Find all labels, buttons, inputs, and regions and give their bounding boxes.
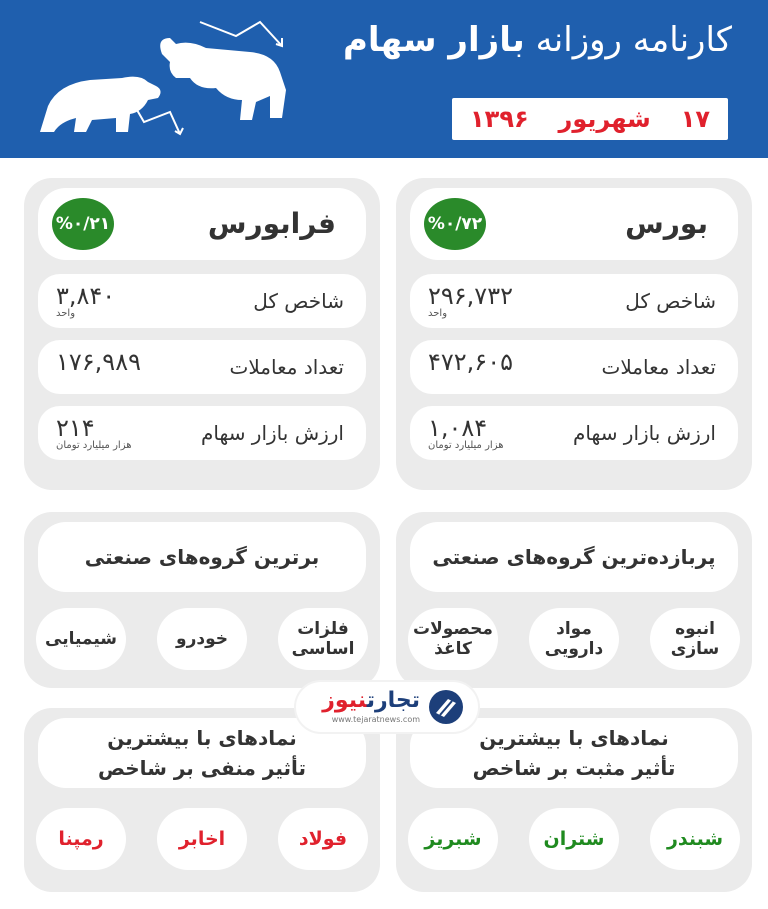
symbol-item: اخابر	[157, 808, 247, 870]
logo-url: www.tejaratnews.com	[331, 715, 420, 724]
logo-name: تجارتنیوز	[322, 688, 420, 713]
tejarat-logo-icon	[428, 689, 464, 725]
date-day: ۱۷	[680, 105, 710, 133]
bourse-trades-row: تعداد معاملات ۴۷۲,۶۰۵	[410, 340, 738, 394]
negative-symbols-card	[24, 708, 380, 892]
group-item: خودرو	[157, 608, 247, 670]
bourse-card	[396, 178, 752, 490]
group-item: فلزات اساسی	[278, 608, 368, 670]
bourse-title: بورس	[625, 207, 708, 240]
symbol-item: شتران	[529, 808, 619, 870]
farabourse-card-header	[38, 188, 366, 260]
bourse-index-row: شاخص کل ۲۹۶,۷۳۲ واحد	[410, 274, 738, 328]
negative-symbols-title: نمادهای با بیشترین تأثیر منفی بر شاخص	[38, 718, 366, 788]
farabourse-change-badge: %۰/۲۱	[52, 198, 114, 250]
page-title: کارنامه روزانه بازار سهام	[343, 20, 732, 60]
symbol-item: شبندر	[650, 808, 740, 870]
group-item: شیمیایی	[36, 608, 126, 670]
top-groups-title: برترین گروه‌های صنعتی	[38, 522, 366, 592]
farabourse-card	[24, 178, 380, 490]
symbol-item: رمپنا	[36, 808, 126, 870]
farabourse-trades-row: تعداد معاملات ۱۷۶,۹۸۹	[38, 340, 366, 394]
bull-bear-icon	[30, 14, 300, 144]
group-item: محصولات کاغذ	[408, 608, 498, 670]
bourse-value-row: ارزش بازار سهام ۱,۰۸۴ هزار میلیارد تومان	[410, 406, 738, 460]
farabourse-title: فرابورس	[207, 207, 336, 240]
date-month: شهریور	[558, 105, 651, 133]
date-year: ۱۳۹۶	[470, 105, 529, 133]
bourse-change-badge: %۰/۷۲	[424, 198, 486, 250]
most-profitable-groups-title: پربازده‌ترین گروه‌های صنعتی	[410, 522, 738, 592]
farabourse-value-row: ارزش بازار سهام ۲۱۴ هزار میلیارد تومان	[38, 406, 366, 460]
group-item: مواد دارویی	[529, 608, 619, 670]
most-profitable-groups-card	[396, 512, 752, 688]
tejarat-news-logo	[296, 682, 478, 732]
symbol-item: شبریز	[408, 808, 498, 870]
date-box	[452, 98, 728, 140]
positive-symbols-card	[396, 708, 752, 892]
symbol-item: فولاد	[278, 808, 368, 870]
bourse-card-header	[410, 188, 738, 260]
positive-symbols-title: نمادهای با بیشترین تأثیر مثبت بر شاخص	[410, 718, 738, 788]
farabourse-index-row: شاخص کل ۳,۸۴۰ واحد	[38, 274, 366, 328]
group-item: انبوه سازی	[650, 608, 740, 670]
top-groups-card	[24, 512, 380, 688]
header-banner	[0, 0, 768, 158]
